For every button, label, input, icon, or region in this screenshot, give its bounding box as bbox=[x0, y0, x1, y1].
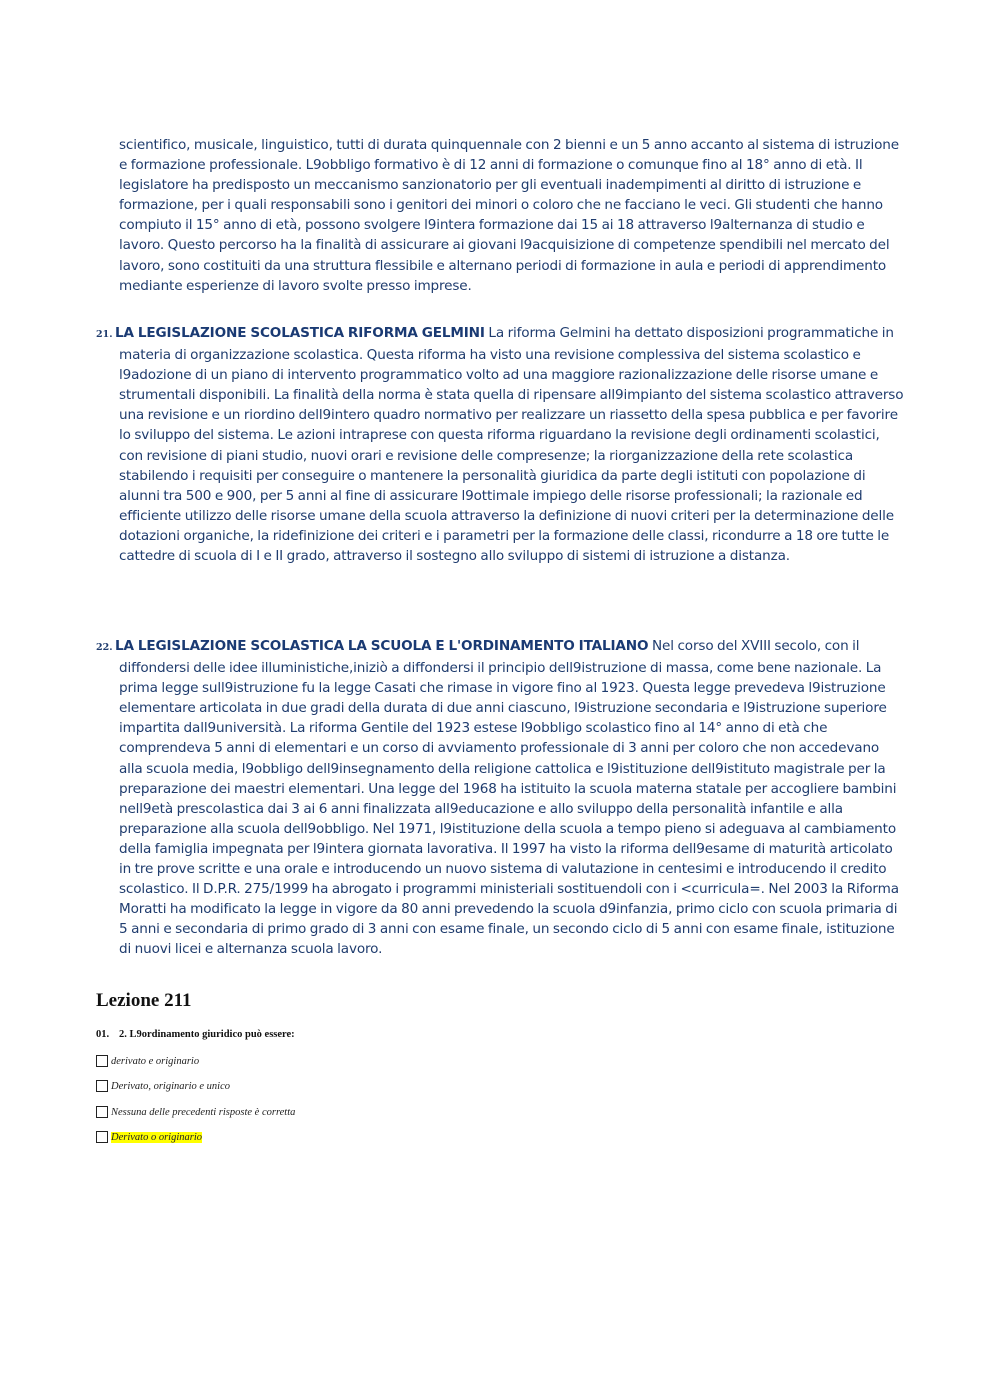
section-body: scientifico, musicale, linguistico, tutti di durata quinquennale con 2 bienni e un 5 anno accanto al sistema di istruzione e formazione professionale. L9obbligo formativo è di 12 anni di formazione o comunque fino al 18° anno di età. Il legislatore ha predisposto un meccanismo sanzionatorio per gli eventuali inadempimenti al diritto di istruzione e formazione, per i quali responsabili sono i genitori dei minori o coloro che ne facciano le veci. Gli studenti che hanno compiuto il 15° anno di età, possono svolgere l9intera formazione dai 15 ai 18 attraverso l9alternanza di studio e lavoro. Questo percorso ha la finalità di assicurare ai giovani l9acquisizione di competenze spendibili nel mercato del lavoro, sono costituiti da una struttura flessibile e alternano periodi di formazione in aula e periodi di apprendimento mediante esperienze di lavoro svolte presso imprese. bbox=[119, 137, 899, 294]
quiz-question bbox=[96, 1029, 295, 1040]
section-body: Nel corso del XVIII secolo, con il diffondersi delle idee illuministiche,iniziò a diffondersi il principio dell9istruzione di massa, come bene nazionale. La prima legge sull9istruzione fu la legge Casati che rimase in vigore fino al 1923. Questa legge prevedeva l9istruzione elementare articolata in due gradi della durata di due anni ciascuno, l9istruzione secondaria e l9istruzione superiore impartita dall9università. La riforma Gentile del 1923 estese l9obbligo scolastico fino al 14° anno di età che comprendeva 5 anni di elementari e un corso di avviamento professionale di 3 anni per coloro che non accedevano alla scuola media, l9obbligo dell9insegnamento della religione cattolica e l9istituzione dell9istituto magistrale per la preparazione dei maestri elementari. Una legge del 1968 ha istituito la scuola materna statale per accogliere bambini nell9età prescolastica dai 3 ai 6 anni finalizzata all9educazione e allo sviluppo della personalità infantile e alla preparazione alla scuola dell9obbligo. Nel 1971, l9istituzione della scuola a tempo pieno si adeguava al cambiamento della famiglia impegnata per l9intera giornata lavorativa. Il 1997 ha visto la riforma dell9esame di maturità articolato in tre prove scritte e una orale e introducendo un nuovo sistema di valutazione in centesimi e introducendo il credito scolastico. Il D.P.R. 275/1999 ha abrogato i programmi ministeriali sostituendoli con i <curricula=. Nel 2003 la Riforma Moratti ha modificato la legge in vigore da 80 anni prevedendo la scuola d9infanzia, primo ciclo con scuola primaria di 5 anni e secondaria di primo grado di 3 anni con esame finale, un secondo ciclo di 5 anni con esame finale, istituzione di nuovi licei e alternanza scuola lavoro. bbox=[119, 638, 899, 958]
answer-checkbox[interactable] bbox=[96, 1080, 108, 1092]
answer-option[interactable] bbox=[96, 1105, 295, 1119]
answer-option[interactable] bbox=[96, 1130, 202, 1144]
section-number: 22. bbox=[96, 642, 113, 653]
answer-label: Derivato, originario e unico bbox=[111, 1080, 230, 1092]
answer-option[interactable] bbox=[96, 1054, 199, 1068]
answer-checkbox[interactable] bbox=[96, 1106, 108, 1118]
answer-option[interactable] bbox=[96, 1079, 230, 1093]
question-number: 01. bbox=[96, 1029, 110, 1040]
section-continuation bbox=[119, 135, 904, 296]
answer-label: Nessuna delle precedenti risposte è corretta bbox=[111, 1106, 296, 1118]
section-21 bbox=[96, 323, 904, 566]
answer-label: derivato e originario bbox=[111, 1055, 200, 1067]
answer-checkbox[interactable] bbox=[96, 1055, 108, 1067]
question-text: 2. L9ordinamento giuridico può essere: bbox=[119, 1029, 295, 1040]
section-body: La riforma Gelmini ha dettato disposizioni programmatiche in materia di organizzazione scolastica. Questa riforma ha visto una revisione complessiva del sistema scolastico e l9adozione di un piano di intervento programmatico volto ad una maggiore razionalizzazione delle risorse umane e strumentali disponibili. La finalità della norma è stata quella di ripensare all9impianto del sistema scolastico attraverso una revisione e un riordino dell9intero quadro normativo per realizzare un riassetto della spesa pubblica e per favorire lo sviluppo del sistema. Le azioni intraprese con questa riforma riguardano la revisione degli ordinamenti scolastici, con revisione di piani studio, nuovi orari e revisione delle compresenze; la riorganizzazione della rete scolastica stabilendo i requisiti per conseguire o mantenere la personalità giuridica da parte degli istituti con popolazione di alunni tra 500 e 900, per 5 anni al fine di assicurare l9ottimale impiego delle risorse professionali; la razionale ed efficiente utilizzo delle risorse umane della scuola attraverso la definizione di nuovi criteri per la determinazione delle dotazioni organiche, la ridefinizione dei criteri e i parametri per la formazione delle classi, ricondurre a 18 ore tutte le cattedre di scuola di I e II grado, attraverso il sostegno allo sviluppo di sistemi di istruzione a distanza. bbox=[119, 325, 904, 565]
answer-checkbox[interactable] bbox=[96, 1131, 108, 1143]
section-heading: LA LEGISLAZIONE SCOLASTICA LA SCUOLA E L'ORDINAMENTO ITALIANO bbox=[115, 638, 649, 654]
answer-label: Derivato o originario bbox=[111, 1131, 202, 1143]
section-number: 21. bbox=[96, 329, 113, 340]
section-22 bbox=[96, 636, 904, 960]
section-heading: LA LEGISLAZIONE SCOLASTICA RIFORMA GELMINI bbox=[115, 325, 485, 341]
lesson-title: Lezione 211 bbox=[96, 990, 192, 1011]
